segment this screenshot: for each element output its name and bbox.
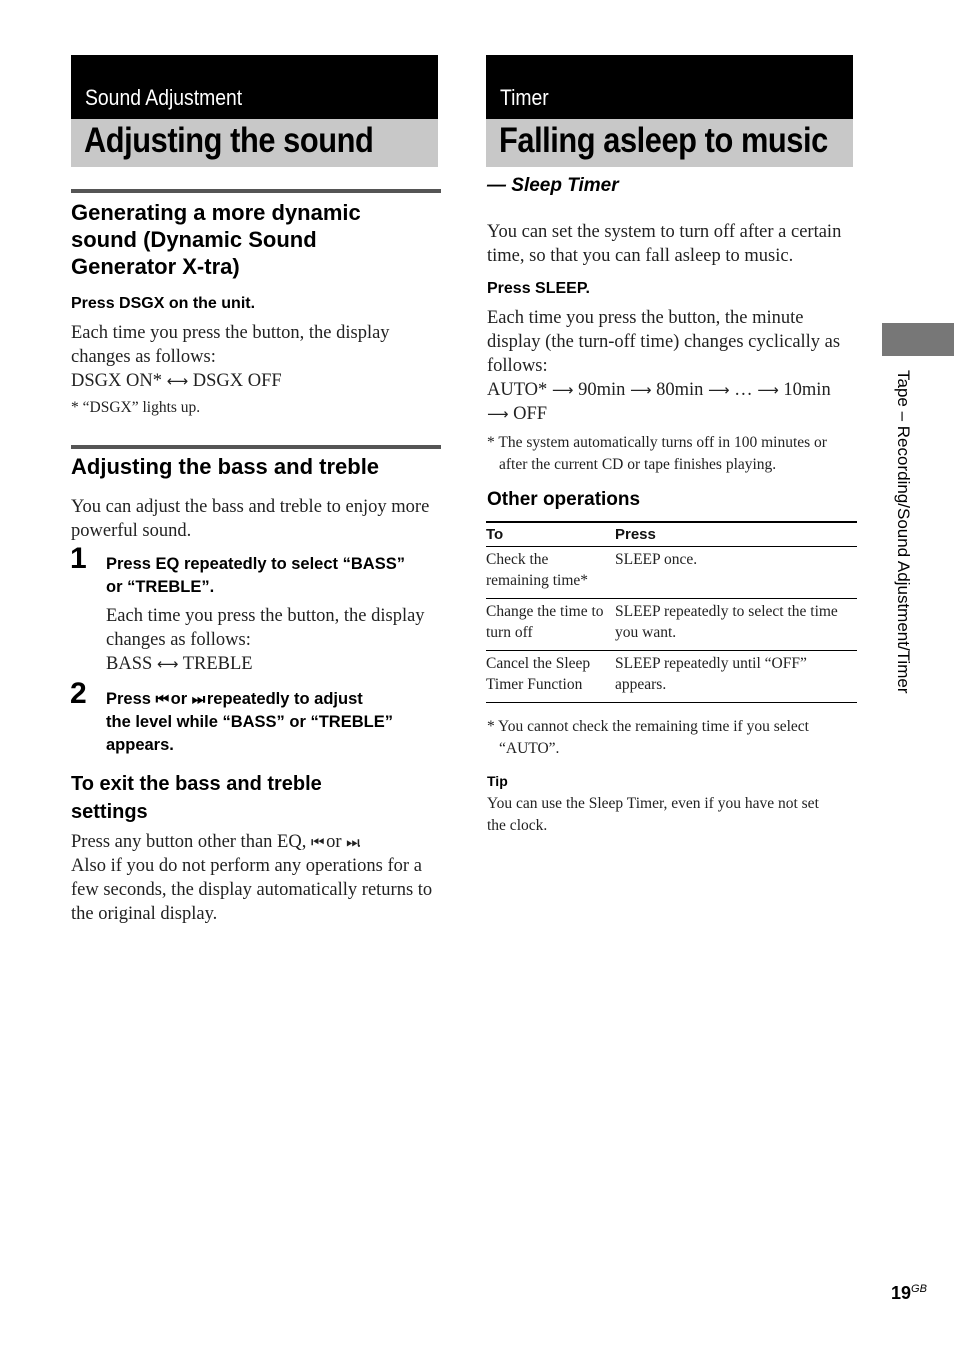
step-number: 1 xyxy=(70,542,87,575)
other-operations-heading: Other operations xyxy=(487,489,641,510)
previous-track-icon: ⏮ xyxy=(310,833,322,851)
table-row xyxy=(486,599,857,651)
table-cell: Change the time to turn off xyxy=(486,599,615,651)
page-number: $19^{GB}$ xyxy=(891,1283,927,1303)
arrow-right-icon: ⟶ xyxy=(708,381,730,399)
next-track-icon: ⏭ xyxy=(191,690,203,708)
chapter-tab-marker xyxy=(882,323,954,356)
timer-description: Each time you press the button, the minute display (the turn-off time) changes cyclically as follows: xyxy=(487,308,841,376)
table-cell: SLEEP once. xyxy=(615,547,857,599)
divider xyxy=(71,189,441,193)
timer-instruction: Press SLEEP. xyxy=(487,280,590,297)
bass-sequence: BASS ⟷ TREBLE xyxy=(106,654,253,674)
dsgx-heading: Generating a more dynamic sound (Dynamic Sound Generator X-tra) xyxy=(71,200,361,279)
section-label: Sound Adjustment xyxy=(85,85,243,110)
tip-label: Tip xyxy=(487,773,508,789)
timer-intro: You can set the system to turn off after a certain time, so that you can fall asleep to music. xyxy=(487,222,842,266)
step-number: 2 xyxy=(70,677,87,710)
table-note: * You cannot check the remaining time if you select “AUTO”. xyxy=(487,718,809,757)
operations-table xyxy=(486,521,857,703)
table-cell: Check the remaining time* xyxy=(486,547,615,599)
table-header-row xyxy=(486,522,857,547)
step1-description: Each time you press the button, the display changes as follows: BASS ⟷ TREBLE xyxy=(106,606,425,674)
arrow-right-icon: ⟶ xyxy=(757,381,779,399)
table-header: Press xyxy=(615,522,857,547)
timer-sequence: AUTO* ⟶ 90min ⟶ 80min ⟶ … ⟶ 10min ⟶ OFF xyxy=(487,380,831,424)
bass-heading: Adjusting the bass and treble xyxy=(71,454,380,479)
arrow-right-icon: ⟶ xyxy=(551,381,574,399)
table-cell: SLEEP repeatedly to select the time you want. xyxy=(615,599,857,651)
next-track-icon: ⏭ xyxy=(346,833,357,851)
tip-text: You can use the Sleep Timer, even if you have not set the clock. xyxy=(487,795,819,834)
dsgx-description: Each time you press the button, the display changes as follows: DSGX ON* ⟷ DSGX OFF xyxy=(71,323,390,391)
section-subtitle: — Sleep Timer xyxy=(487,175,619,196)
dsgx-footnote: * “DSGX” lights up. xyxy=(71,399,201,416)
table-cell: SLEEP repeatedly until “OFF” appears. xyxy=(615,651,857,703)
double-arrow-icon: ⟷ xyxy=(156,655,179,673)
timer-footnote: * The system automatically turns off in 100 minutes or after the current CD or tape finishes playing. xyxy=(487,434,827,473)
exit-heading: To exit the bass and treble settings xyxy=(71,773,322,823)
step1-instruction: Press EQ repeatedly to select “BASS” or “TREBLE”. xyxy=(106,555,405,596)
section-title-band xyxy=(486,119,853,167)
double-arrow-icon: ⟷ xyxy=(166,372,189,390)
table-row xyxy=(486,651,857,703)
section-label-band xyxy=(486,55,853,119)
previous-track-icon: ⏮ xyxy=(155,690,167,708)
chapter-tab-label: Tape – Recording/Sound Adjustment/Timer xyxy=(894,370,913,694)
bass-intro: You can adjust the bass and treble to enjoy more powerful sound. xyxy=(71,497,430,541)
section-label-band xyxy=(71,55,438,119)
step2-instruction: Press ⏮ or ⏭ repeatedly to adjust the level while “BASS” or “TREBLE” appears. xyxy=(106,690,393,754)
table-cell: Cancel the Sleep Timer Function xyxy=(486,651,615,703)
section-title-band xyxy=(71,119,438,167)
arrow-right-icon: ⟶ xyxy=(629,381,652,399)
exit-description: Press any button other than EQ, ⏮ or ⏭. Also if you do not perform any operations for a few seconds, the display automatically returns to the original display. xyxy=(71,832,433,924)
table-header: To xyxy=(486,522,615,547)
dsgx-sequence: DSGX ON* ⟷ DSGX OFF xyxy=(71,371,282,391)
dsgx-instruction: Press DSGX on the unit. xyxy=(71,295,256,312)
section-title: Adjusting the sound xyxy=(84,121,374,160)
divider xyxy=(71,445,441,449)
section-title: Falling asleep to music xyxy=(499,121,828,160)
table-row xyxy=(486,547,857,599)
arrow-right-icon: ⟶ xyxy=(487,405,509,423)
section-label: Timer xyxy=(500,85,549,110)
